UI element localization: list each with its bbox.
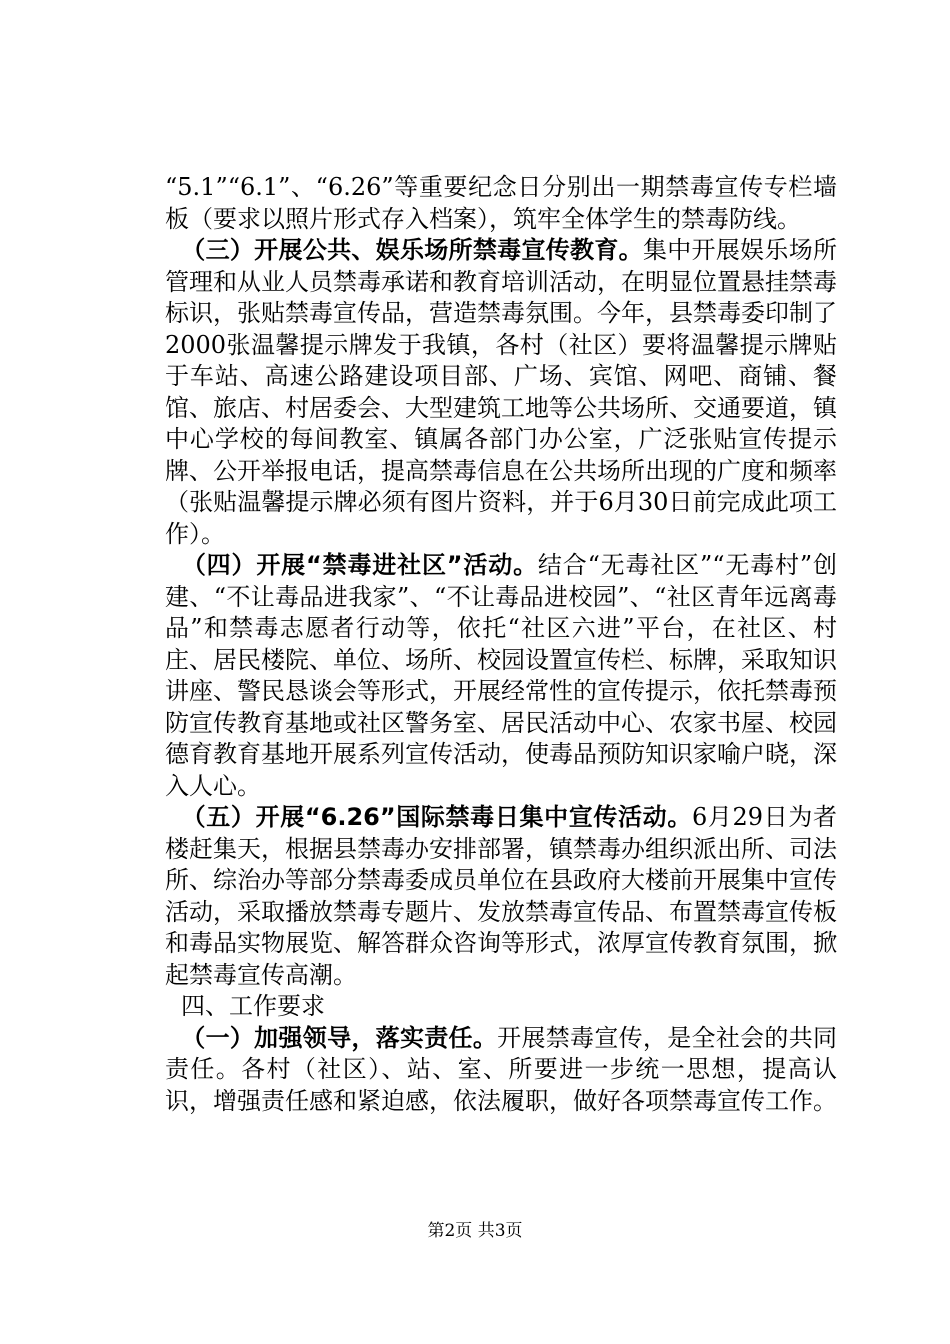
paragraph-public-venues	[165, 235, 837, 550]
paragraph-text: “5.1”“6.1”、“6.26”等重要纪念日分别出一期禁毒宣传专栏墙板（要求以照片形式存入档案），筑牢全体学生的禁毒防线。	[165, 173, 837, 233]
section-title: 四、工作要求	[181, 992, 325, 1020]
paragraph-heading: （四）开展“禁毒进社区”活动。	[181, 551, 538, 579]
paragraph-community	[165, 550, 837, 802]
document-body	[165, 172, 837, 1117]
paragraph-text: 6月29日为者楼赶集天，根据县禁毒办安排部署，镇禁毒办组织派出所、司法所、综治办等部分禁毒委成员单位在县政府大楼前开展集中宣传活动，采取播放禁毒专题片、发放禁毒宣传品、布置禁毒宣传板和毒品实物展览、解答群众咨询等形式，浓厚宣传教育氛围，掀起禁毒宣传高潮。	[165, 803, 838, 989]
paragraph-heading: （五）开展“6.26”国际禁毒日集中宣传活动。	[181, 803, 692, 831]
page-number-footer: 第2页 共3页	[427, 1221, 523, 1241]
paragraph-text: 开展禁毒宣传，是全社会的共同责任。各村（社区）、站、室、所要进一步统一思想，提高认识，增强责任感和紧迫感，依法履职，做好各项禁毒宣传工作。	[165, 1023, 838, 1115]
paragraph-leadership	[165, 1023, 837, 1118]
paragraph-text: 集中开展娱乐场所管理和从业人员禁毒承诺和教育培训活动，在明显位置悬挂禁毒标识，张贴禁毒宣传品，营造禁毒氛围。今年，县禁毒委印制了2000张温馨提示牌发于我镇，各村（社区）要将温馨提示牌贴于车站、高速公路建设项目部、广场、宾馆、网吧、商铺、餐馆、旅店、村居委会、大型建筑工地等公共场所、交通要道，镇中心学校的每间教室、镇属各部门办公室，广泛张贴宣传提示牌、公开举报电话，提高禁毒信息在公共场所出现的广度和频率（张贴温馨提示牌必须有图片资料，并于6月30日前完成此项工作）。	[165, 236, 838, 548]
paragraph-text: 结合“无毒社区”“无毒村”创建、“不让毒品进我家”、“不让毒品进校园”、“社区青年远离毒品”和禁毒志愿者行动等，依托“社区六进”平台，在社区、村庄、居民楼院、单位、场所、校园设置宣传栏、标牌，采取知识讲座、警民恳谈会等形式，开展经常性的宣传提示，依托禁毒预防宣传教育基地或社区警务室、居民活动中心、农家书屋、校园德育教育基地开展系列宣传活动，使毒品预防知识家喻户晓，深入人心。	[165, 551, 838, 800]
paragraph-heading: （三）开展公共、娱乐场所禁毒宣传教育。	[181, 236, 643, 264]
paragraph-heading: （一）加强领导，落实责任。	[181, 1023, 498, 1052]
paragraph-anti-drug-day	[165, 802, 837, 991]
paragraph-commemoration-days	[165, 172, 837, 235]
